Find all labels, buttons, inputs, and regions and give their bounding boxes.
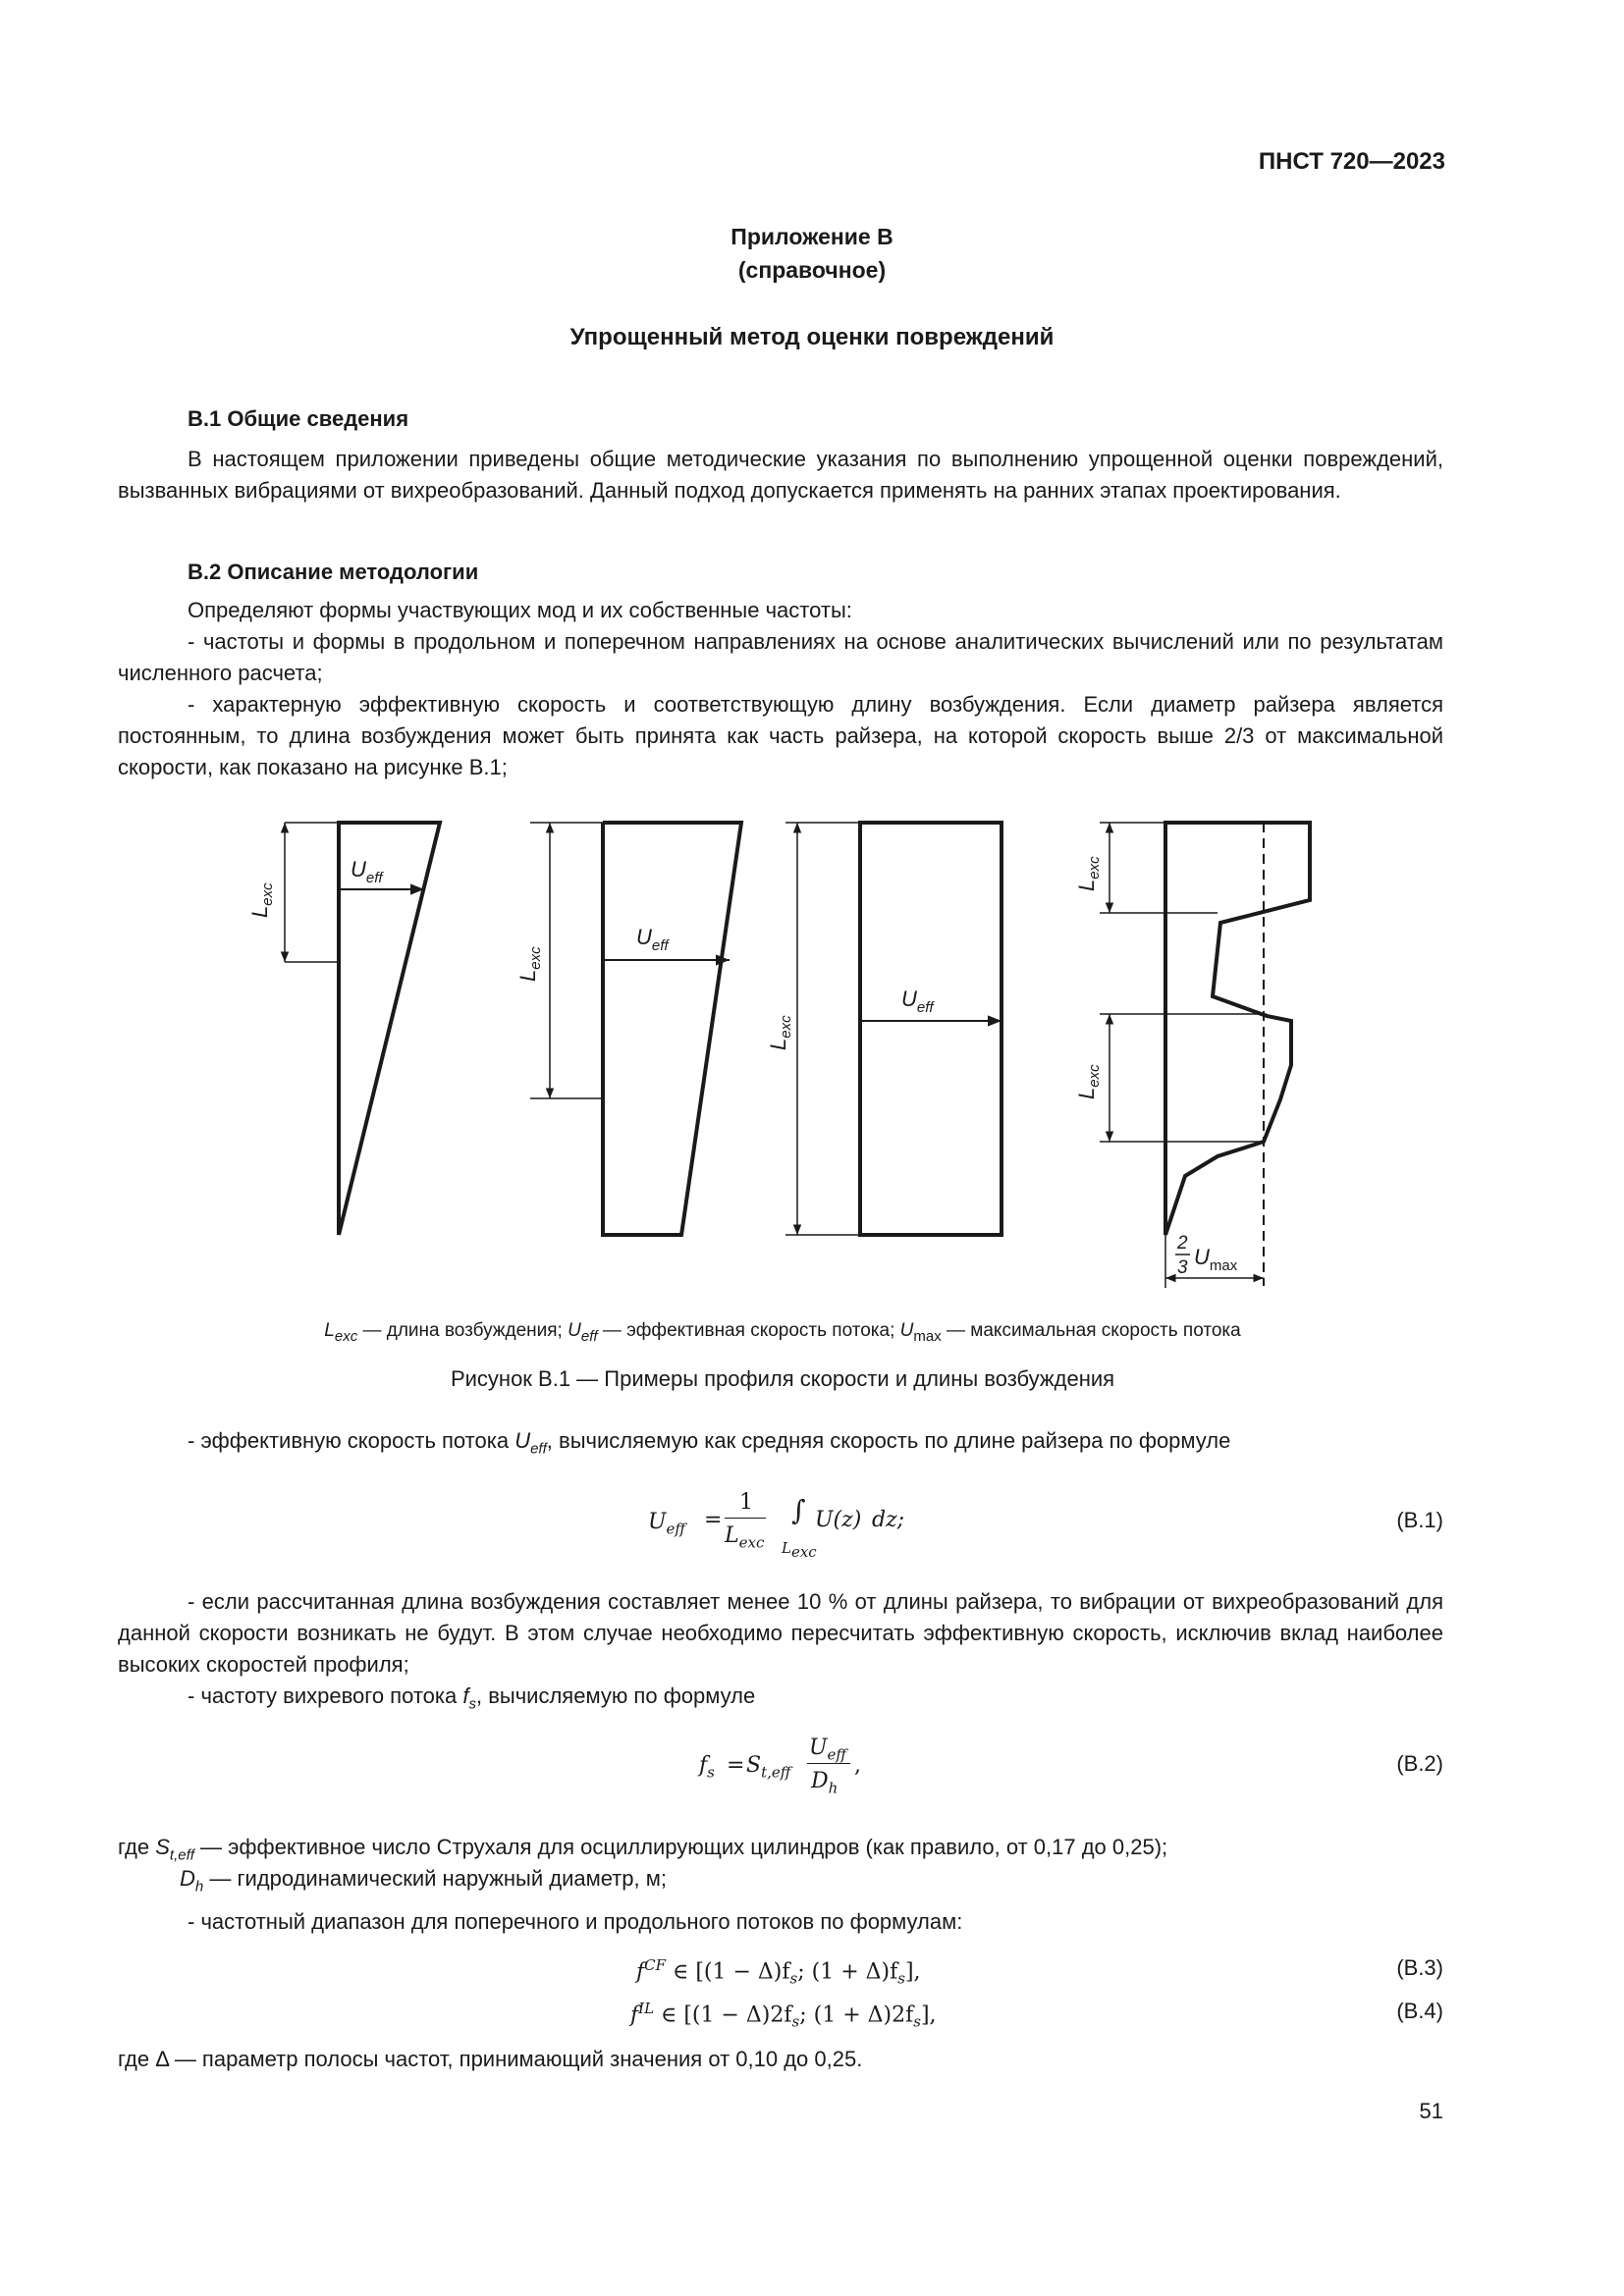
- section2-item-2: - характерную эффективную скорость и соответствующую длину возбуждения. Если диаметр райзера является постоянным, то длина возбуждения может быть принята как часть райзера, на которой скорость выше 2/3 от максимальной скорости, как показано на рисунке В.1;: [118, 692, 1443, 779]
- legend-lexc-symbol: $L_{exc}$: [324, 1320, 358, 1345]
- lexc-label-5: $L_{exc}$: [1074, 1064, 1103, 1099]
- figure-title: Рисунок В.1 — Примеры профиля скорости и длины возбуждения: [450, 1366, 1115, 1391]
- lexc-label-4: $L_{exc}$: [1074, 856, 1103, 891]
- ueff-label-1: $U_{eff}$: [351, 857, 383, 886]
- equation-b1: $U_{eff}$ = 1 $L_{exc}$ ∫ $L_{exc}$ U(z) dz;: [648, 1490, 905, 1561]
- fs-line: - частоту вихревого потока $f_s$, вычисляемую по формуле: [188, 1683, 756, 1713]
- velocity-profile-figure: [226, 805, 1355, 1315]
- profile-trapezoid: [530, 823, 741, 1235]
- profile-rectangle: [785, 823, 1001, 1235]
- lexc-paragraph: - если рассчитанная длина возбуждения составляет менее 10 % от длины райзера, то вибрации от вихреобразований для данной скорости возникать не будут. В этом случае необходимо пересчитать эффективную скорость, исключив вклад наиболее высоких скоростей профиля;: [118, 1589, 1443, 1677]
- where-st: где $S_{t,eff}$ — эффективное число Струхаля для осциллирующих цилиндров (как правило, от 0,17 до 0,25);: [118, 1835, 1168, 1864]
- where-dh: $D_h$ — гидродинамический наружный диаметр, м;: [180, 1866, 667, 1896]
- section1-paragraph: В настоящем приложении приведены общие методические указания по выполнению упрощенной оценки повреждений, вызванных вибрациями от вихреобразований. Данный подход допускается применять на ранних этапах проектирования.: [118, 447, 1443, 503]
- lexc-label-3: $L_{exc}$: [766, 1015, 794, 1050]
- section2-intro: Определяют формы участвующих мод и их собственные частоты:: [188, 598, 852, 622]
- svg-text:2: 2: [1177, 1233, 1188, 1254]
- delta-line: где Δ — параметр полосы частот, принимающий значения от 0,10 до 0,25.: [118, 2047, 863, 2071]
- ueff-label-2: $U_{eff}$: [636, 925, 669, 954]
- equation-b3-number: (В.3): [1396, 1955, 1443, 1980]
- appendix-name: Упрощенный метод оценки повреждений: [569, 324, 1055, 350]
- section-heading-1: В.1 Общие сведения: [188, 406, 409, 431]
- equation-b2: $f_s$ = $S_{t,eff}$ $U_{eff}$ $D_h$ ,: [699, 1735, 861, 1797]
- figure-legend: $L_{exc}$ — длина возбуждения; $U_{eff}$ — эффективная скорость потока; $U_{max}$ — максимальная скорость потока: [324, 1320, 1241, 1345]
- two-thirds-umax-label: [1175, 1233, 1238, 1278]
- standard-number: ПНСТ 720—2023: [1258, 148, 1445, 175]
- svg-text:Umax: $U_{max}$: [1194, 1245, 1238, 1274]
- equation-b2-number: (В.2): [1396, 1751, 1443, 1776]
- profile-triangle: [285, 823, 440, 1235]
- lexc-label-2: $L_{exc}$: [515, 946, 544, 982]
- legend-umax-symbol: U: [899, 1320, 914, 1341]
- page-number: 51: [1419, 2099, 1443, 2123]
- section2-item-1: - частоты и формы в продольном и поперечном направлениях на основе аналитических вычислений или по результатам численного расчета;: [118, 629, 1443, 685]
- section-heading-2: В.2 Описание методологии: [188, 560, 479, 584]
- appendix-type: (справочное): [737, 257, 887, 283]
- svg-text:3: 3: [1177, 1257, 1188, 1278]
- freq-line: - частотный диапазон для поперечного и продольного потоков по формулам:: [188, 1909, 963, 1934]
- appendix-title: Приложение В: [731, 224, 893, 249]
- equation-b3: $f^{CF}$ ∈ [$(1 - \Delta)f_s$; $(1 + \Delta)f_s$],: [636, 1956, 921, 1988]
- lexc-label-1: $L_{exc}$: [247, 882, 276, 918]
- equation-b4-number: (В.4): [1396, 1999, 1443, 2023]
- profile-irregular: [1100, 823, 1310, 1288]
- equation-b1-number: (В.1): [1396, 1508, 1443, 1532]
- equation-b4: $f^{IL}$ ∈ [$(1 - \Delta)2f_s$; $(1 + \Delta)2f_s$],: [630, 2000, 937, 2031]
- legend-ueff-symbol: $U_{eff}$: [568, 1320, 598, 1345]
- ueff-label-3: $U_{eff}$: [901, 987, 934, 1016]
- ueff-line: - эффективную скорость потока $U_{eff}$, вычисляемую как средняя скорость по длине райзера по формуле: [188, 1428, 1231, 1458]
